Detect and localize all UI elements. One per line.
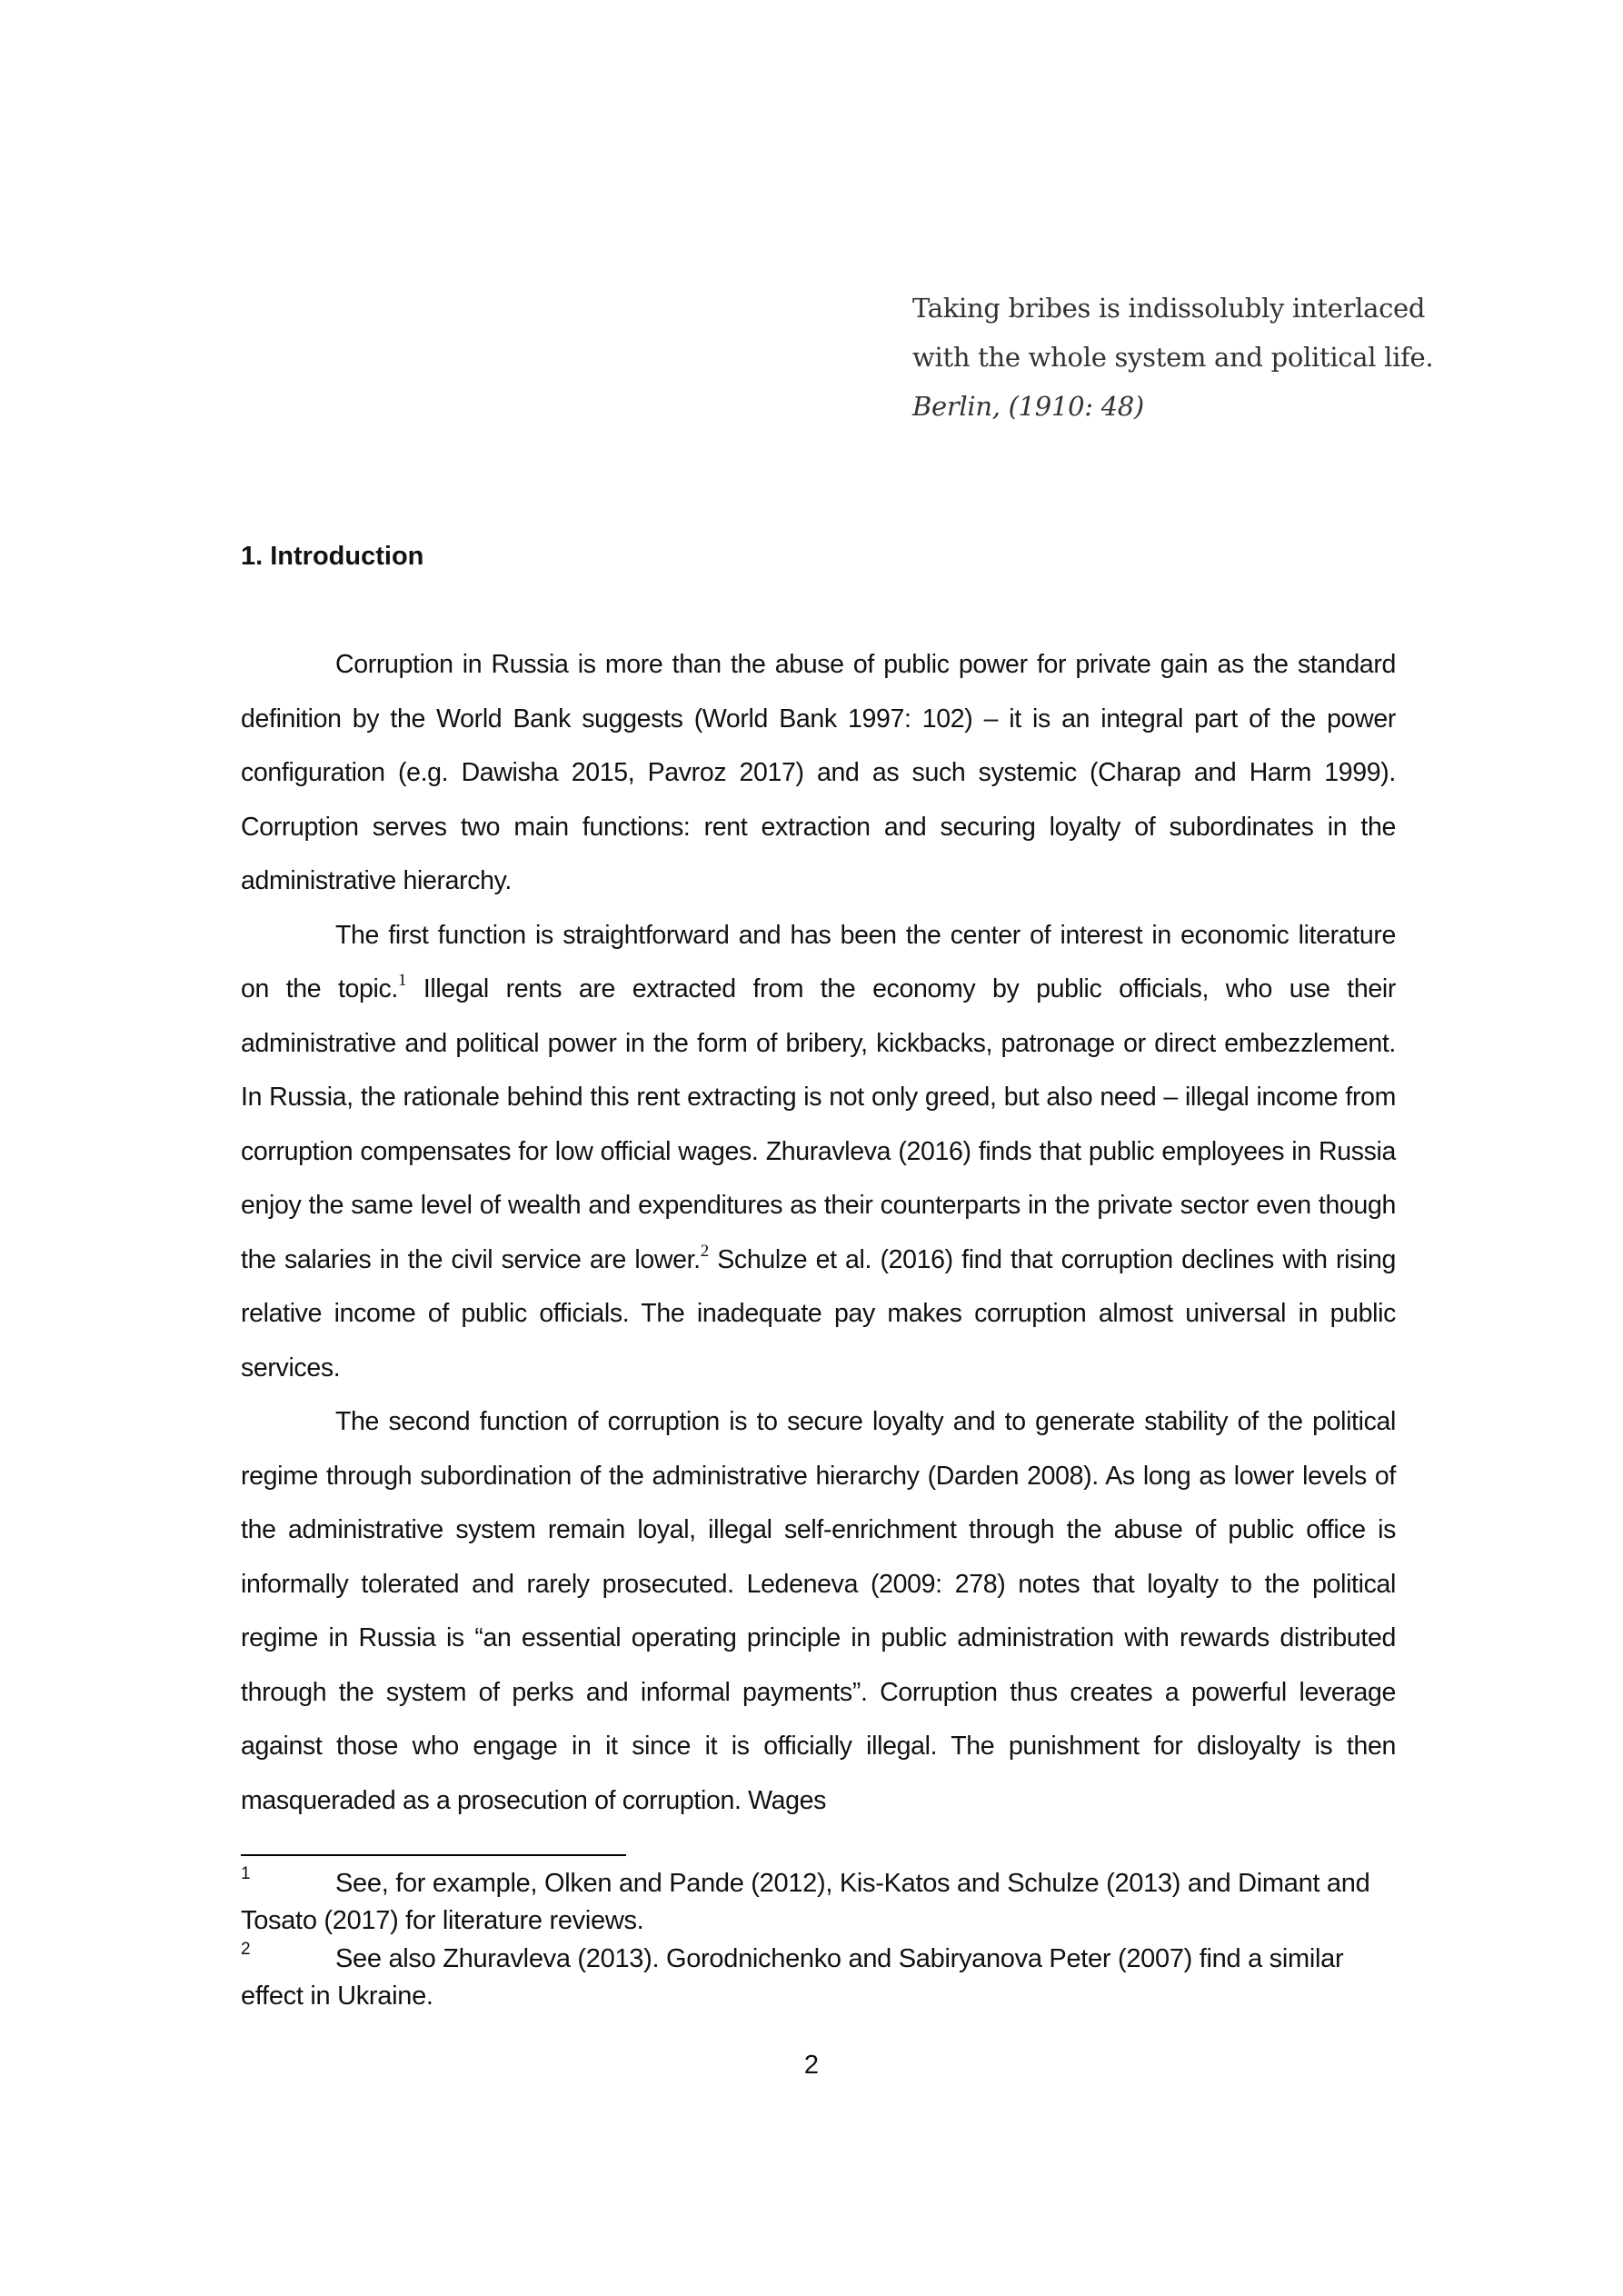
footnote <box>241 1865 1396 1940</box>
footnote-reference[interactable]: 1 <box>398 971 407 990</box>
footnotes <box>241 1865 1396 2015</box>
epigraph <box>912 284 1434 431</box>
epigraph-line: Taking bribes is indissolubly interlaced <box>912 293 1426 324</box>
footnote-text: See also Zhuravleva (2013). Gorodnichenko and Sabiryanova Peter (2007) find a similar effect in Ukraine. <box>241 1944 1344 2011</box>
epigraph-source: Berlin, (1910: 48) <box>912 391 1144 422</box>
body-text <box>241 638 1396 1828</box>
page-number: 2 <box>803 2051 820 2080</box>
epigraph-line: with the whole system and political life. <box>912 342 1434 373</box>
paragraph <box>241 909 1396 1396</box>
paragraph: The second function of corruption is to secure loyalty and to generate stability of the political regime through subordination of the administrative hierarchy (Darden 2008). As long as lower levels of the administrative system remain loyal, illegal self-enrichment through the abuse of public office is informally tolerated and rarely prosecuted. Ledeneva (2009: 278) notes that loyalty to the political regime in Russia is “an essential operating principle in public administration with rewards distributed through the system of perks and informal payments”. Corruption thus creates a powerful leverage against those who engage in it since it is officially illegal. The punishment for disloyalty is then masqueraded as a prosecution of corruption. Wages <box>241 1407 1396 1815</box>
paragraph-text: Schulze et al. (2016) find that corruption declines with rising relative income of public officials. The inadequate pay makes corruption almost universal in public services. <box>241 1244 1396 1383</box>
paragraph-text: Illegal rents are extracted from the economy by public officials, who use their administrative and political power in the form of bribery, kickbacks, patronage or direct embezzlement. In Russia, the rationale behind this rent extracting is not only greed, but also need – illegal income from corruption compensates for low official wages. Zhuravleva (2016) finds that public employees in Russia enjoy the same level of wealth and expenditures as their counterparts in the private sector even though the salaries in the civil service are lower. <box>241 974 1396 1274</box>
footnote-reference[interactable]: 2 <box>700 1241 709 1261</box>
footnote-text: See, for example, Olken and Pande (2012), Kis-Katos and Schulze (2013) and Dimant and Tosato (2017) for literature reviews. <box>241 1869 1370 1935</box>
footnote <box>241 1941 1396 2015</box>
paragraph-text: The first function is straightforward and has been the center of interest in economic literature on the topic. <box>241 920 1396 1003</box>
footnote-separator <box>241 1854 626 1856</box>
footnote-number: 1 <box>241 1864 251 1883</box>
section-heading: 1. Introduction <box>241 542 424 571</box>
paragraph: Corruption in Russia is more than the abuse of public power for private gain as the standard definition by the World Bank suggests (World Bank 1997: 102) – it is an integral part of the power configuration (e.g. Dawisha 2015, Pavroz 2017) and as such systemic (Charap and Harm 1999). Corruption serves two main functions: rent extraction and securing loyalty of subordinates in the administrative hierarchy. <box>241 650 1396 895</box>
footnote-number: 2 <box>241 1940 251 1959</box>
